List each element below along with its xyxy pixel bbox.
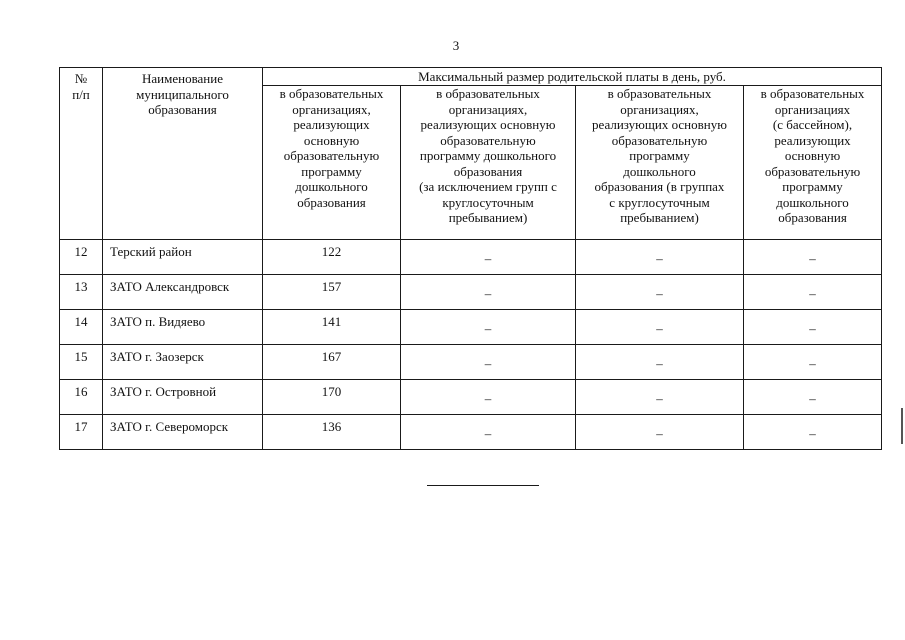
row-dash: –	[576, 380, 744, 415]
table-row	[60, 240, 882, 275]
row-municipality: ЗАТО Александровск	[103, 275, 263, 310]
row-dash: –	[744, 345, 882, 380]
row-number: 12	[60, 240, 103, 275]
row-dash: –	[576, 310, 744, 345]
row-dash: –	[401, 415, 576, 450]
table-row	[60, 345, 882, 380]
row-municipality: ЗАТО г. Заозерск	[103, 345, 263, 380]
row-number: 16	[60, 380, 103, 415]
row-municipality: Терский район	[103, 240, 263, 275]
header-max-fee: Максимальный размер родительской платы в день, руб.	[263, 68, 882, 86]
row-municipality: ЗАТО г. Островной	[103, 380, 263, 415]
row-number: 17	[60, 415, 103, 450]
row-dash: –	[744, 240, 882, 275]
scan-edge-mark	[901, 408, 903, 444]
header-column-2: в образовательных организациях, реализующих основную образовательную программу дошкольного образования (за исключением групп с круглосуточным пребыванием)	[401, 86, 576, 240]
page-number: 3	[452, 38, 460, 53]
row-dash: –	[576, 240, 744, 275]
row-dash: –	[401, 345, 576, 380]
header-column-4: в образовательных организациях (с бассейном), реализующих основную образовательную программу дошкольного образования	[744, 86, 882, 240]
row-dash: –	[744, 275, 882, 310]
row-fee: 170	[263, 380, 401, 415]
row-dash: –	[744, 380, 882, 415]
row-number: 13	[60, 275, 103, 310]
row-dash: –	[576, 345, 744, 380]
header-column-3: в образовательных организациях, реализующих основную образовательную программу дошкольного образования (в группах с круглосуточным пребыванием)	[576, 86, 744, 240]
table-row	[60, 310, 882, 345]
row-dash: –	[401, 275, 576, 310]
row-fee: 141	[263, 310, 401, 345]
row-number: 15	[60, 345, 103, 380]
fee-table	[59, 67, 882, 450]
row-dash: –	[401, 240, 576, 275]
row-fee: 157	[263, 275, 401, 310]
header-municipality: Наименование муниципального образования	[103, 68, 263, 240]
table-row	[60, 415, 882, 450]
row-dash: –	[576, 275, 744, 310]
row-fee: 122	[263, 240, 401, 275]
row-dash: –	[401, 380, 576, 415]
signature-line	[427, 485, 539, 486]
row-dash: –	[401, 310, 576, 345]
row-municipality: ЗАТО г. Североморск	[103, 415, 263, 450]
row-number: 14	[60, 310, 103, 345]
header-column-1: в образовательных организациях, реализующих основную образовательную программу дошкольного образования	[263, 86, 401, 240]
row-dash: –	[744, 415, 882, 450]
table-row	[60, 275, 882, 310]
table-row	[60, 380, 882, 415]
row-municipality: ЗАТО п. Видяево	[103, 310, 263, 345]
header-number: № п/п	[60, 68, 103, 240]
row-fee: 136	[263, 415, 401, 450]
row-fee: 167	[263, 345, 401, 380]
row-dash: –	[744, 310, 882, 345]
row-dash: –	[576, 415, 744, 450]
